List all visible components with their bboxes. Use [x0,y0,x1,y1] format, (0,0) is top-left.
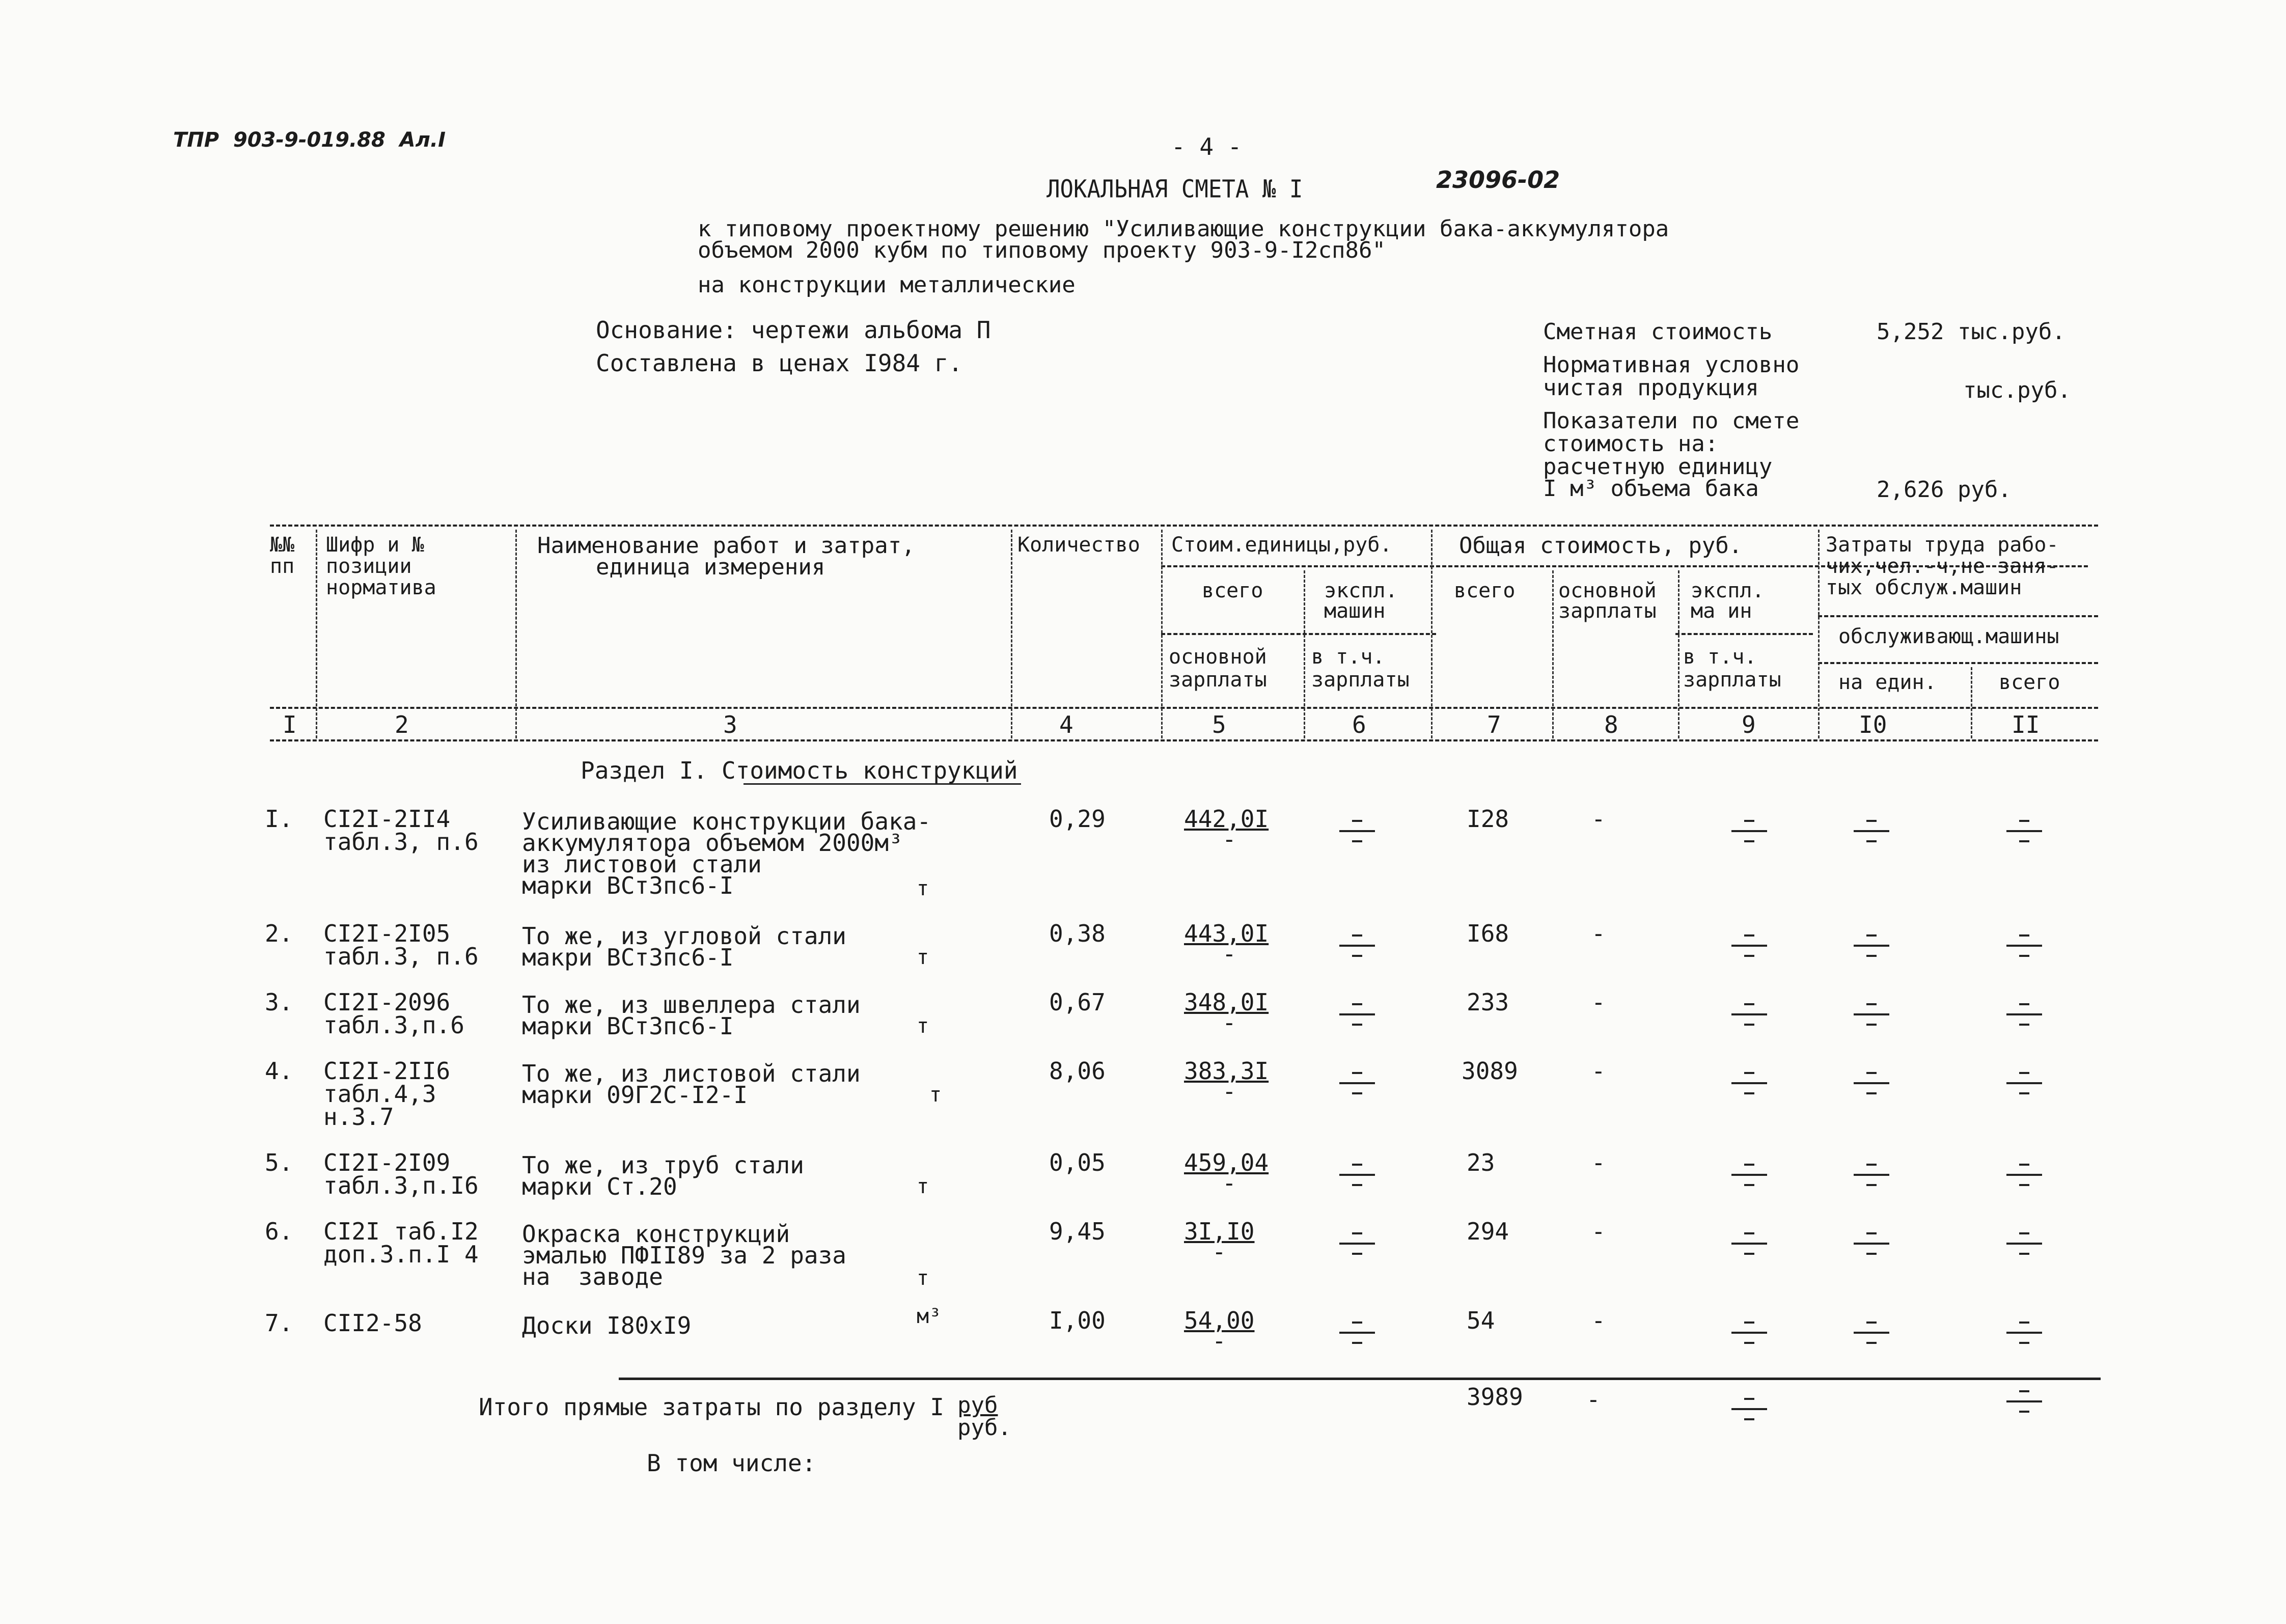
norm-value: тыс.руб. [1963,377,2071,403]
row-5-frac-9 [1731,1164,1767,1189]
col10-header: на един. [1838,671,1937,694]
col-sep [316,530,317,738]
row-7-unit: м³ [917,1305,942,1328]
colnum-2: 2 [395,711,409,738]
total-frac-11 [2006,1390,2042,1416]
row-2-code-2: табл.3, п.6 [323,943,479,970]
header-bottom-line [270,707,2098,709]
row-2-name-2: макри ВСт3пс6-I [522,944,734,971]
row-4-name-2: марки 09Г2С-I2-I [522,1081,748,1109]
col1-header-a: №№ [270,533,295,557]
row-7-frac-10 [1854,1322,1889,1347]
row-3-frac-9 [1731,1003,1767,1029]
indicator-label-1: Показатели по смете [1543,408,1800,434]
row-1-frac-6 [1339,820,1375,845]
col1-header-b: пп [270,555,295,578]
row-3-code-2: табл.3,п.6 [323,1011,464,1039]
colnum-8: 8 [1604,711,1618,738]
table-top-border [270,525,2098,527]
row-1-price: 442,0I [1184,805,1269,833]
row-1-name-3: из листовой стали [522,850,762,878]
col1011-header-b: чих,чел.-ч,не заня- [1826,555,2059,578]
row-7-price: 54,00 [1184,1307,1255,1334]
row-7-code-1: CII2-58 [323,1309,422,1337]
row-5-frac-6 [1339,1164,1375,1189]
col4-header: Количество [1017,533,1140,557]
col2-header-b: позиции [326,555,412,578]
row-3-name-2: марки ВСт3пс6-I [522,1012,734,1040]
row-6-total: 294 [1467,1218,1509,1245]
subtitle-line-1: к типовому проектному решению "Усиливающие конструкции бака-аккумулятора [698,216,1669,242]
row-2-frac-6 [1339,934,1375,960]
row-3-qty: 0,67 [1049,988,1106,1016]
col-sep [1818,530,1820,738]
basis-line-1: Основание: чертежи альбома П [596,316,991,344]
total-frac-9 [1731,1398,1767,1423]
row-5-qty: 0,05 [1049,1149,1106,1176]
row-3-dash: - [1591,988,1606,1016]
colnum-9: 9 [1742,711,1756,738]
row-3-frac-11 [2006,1003,2042,1029]
row-1-unit: т [917,877,929,900]
row-6-qty: 9,45 [1049,1218,1106,1245]
row-3-frac-10 [1854,1003,1889,1029]
row-6-frac-10 [1854,1232,1889,1258]
colnum-6: 6 [1352,711,1366,738]
row-2-total: I68 [1467,920,1509,947]
norm-label-1: Нормативная условно [1543,352,1800,378]
colnum-11: II [2012,711,2040,738]
row-6-dash: - [1591,1218,1606,1245]
row-3-no: 3. [265,988,293,1016]
row-4-frac-10 [1854,1072,1889,1097]
col8-header-b: зарплаты [1558,599,1657,623]
row-5-name-2: марки Ст.20 [522,1173,677,1200]
col-sep [1011,530,1012,738]
row-5-dash: - [1591,1149,1606,1176]
row-5-total: 23 [1467,1149,1495,1176]
row-4-frac-9 [1731,1072,1767,1097]
col1011-header-d: обслуживающ.машины [1838,625,2059,648]
row-2-price-sub: - [1222,940,1236,968]
row-3-price: 348,0I [1184,988,1269,1016]
colnum-3: 3 [723,711,737,738]
row-7-name-1: Доски I80xI9 [522,1312,692,1339]
subtitle-line-2: объемом 2000 кубм по типовому проекту 903-9-I2сп86" [698,237,1386,263]
row-1-no: I. [265,805,293,833]
indicator-label-3: расчетную единицу [1543,454,1773,480]
col1011-header-c: тых обслуж.машин [1826,576,2022,599]
row-7-no: 7. [265,1309,293,1337]
col6-header-a: экспл. [1324,579,1398,602]
total-value: 3989 [1467,1383,1523,1411]
row-5-name-1: То же, из труб стали [522,1151,804,1179]
row-2-frac-10 [1854,934,1889,960]
row-6-price-sub: - [1212,1238,1226,1265]
row-5-frac-10 [1854,1164,1889,1189]
col6-header-c: в т.ч. [1311,645,1385,669]
row-2-price: 443,0I [1184,920,1269,947]
col11-header: всего [1999,671,2060,694]
row-4-frac-11 [2006,1072,2042,1097]
col-sep [1161,530,1163,738]
row-1-frac-10 [1854,820,1889,845]
indicator-value: 2,626 руб. [1877,477,2012,503]
row-4-dash: - [1591,1057,1606,1085]
numbers-bottom-line [270,739,2098,741]
row-1-code-2: табл.3, п.6 [323,828,479,856]
indicator-label-4: I м³ объема бака [1543,476,1759,502]
row-7-qty: I,00 [1049,1307,1106,1334]
row-5-code-2: табл.3,п.I6 [323,1172,479,1199]
row-4-price: 383,3I [1184,1057,1269,1085]
row-6-frac-11 [2006,1232,2042,1258]
colnum-5: 5 [1212,711,1226,738]
including-label: В том числе: [647,1449,816,1477]
row-1-price-sub: - [1222,825,1236,853]
row-3-unit: т [917,1014,929,1038]
col8-header-a: основной [1558,579,1657,602]
col789-header: Общая стоимость, руб. [1459,533,1743,559]
row-3-frac-6 [1339,1003,1375,1029]
col56-header: Стоим.единицы,руб. [1171,533,1392,557]
row-6-code-1: CI2I таб.I2 [323,1218,479,1245]
row-6-name-1: Окраска конструкций [522,1220,790,1248]
col5-header-b: основной [1169,645,1267,669]
header-sub-line-2 [1161,633,1436,635]
row-4-code-2: табл.4,3 [323,1080,436,1108]
row-4-frac-6 [1339,1072,1375,1097]
document-code: 23096-02 [1436,166,1560,194]
cost-value: 5,252 тыс.руб. [1877,319,2065,345]
row-2-dash: - [1591,920,1606,947]
row-6-code-2: доп.3.п.I 4 [323,1241,479,1268]
total-dash: - [1586,1386,1601,1413]
colnum-10: I0 [1859,711,1887,738]
row-7-dash: - [1591,1307,1606,1334]
row-3-name-1: То же, из швеллера стали [522,991,861,1019]
row-4-qty: 8,06 [1049,1057,1106,1085]
page-number: - 4 - [1171,133,1242,160]
col5-header-a: всего [1202,579,1263,602]
row-4-code-3: н.3.7 [323,1103,394,1131]
row-3-price-sub: - [1222,1009,1236,1036]
row-7-total: 54 [1467,1307,1495,1334]
row-4-unit: т [929,1083,942,1107]
col-sep [1678,570,1679,738]
total-unit-top: руб [957,1392,998,1418]
row-6-frac-9 [1731,1232,1767,1258]
col3-header-b: единица измерения [596,554,825,580]
row-3-code-1: CI2I-2096 [323,988,451,1016]
section-title: Раздел I. Стоимость конструкций [581,757,1018,784]
row-7-frac-6 [1339,1322,1375,1347]
header-sub-line-3 [1675,633,1813,635]
row-7-price-sub: - [1212,1327,1226,1355]
row-1-code-1: CI2I-2II4 [323,805,451,833]
col2-header-c: норматива [326,576,436,599]
row-2-frac-11 [2006,934,2042,960]
col2-header-a: Шифр и № [326,533,424,557]
row-2-unit: т [917,946,929,969]
section-title-underline [743,783,1021,785]
row-6-name-2: эмалью ПФII89 за 2 раза [522,1242,846,1269]
row-7-frac-11 [2006,1322,2042,1347]
row-5-frac-11 [2006,1164,2042,1189]
col9-header-d: зарплаты [1683,668,1781,692]
row-4-code-1: CI2I-2II6 [323,1057,451,1085]
col9-header-c: в т.ч. [1683,645,1757,669]
subtitle-line-3: на конструкции металлические [698,272,1076,298]
row-5-no: 5. [265,1149,293,1176]
row-4-price-sub: - [1222,1078,1236,1105]
col5-header-c: зарплаты [1169,668,1267,692]
cost-label: Сметная стоимость [1543,319,1773,345]
total-label: Итого прямые затраты по разделу I [479,1393,944,1421]
norm-label-2: чистая продукция [1543,375,1759,401]
col-sep [1431,530,1433,738]
row-2-frac-9 [1731,934,1767,960]
row-2-no: 2. [265,920,293,947]
row-7-frac-9 [1731,1322,1767,1347]
row-6-unit: т [917,1267,929,1290]
header-sub-line-4 [1818,615,2098,617]
row-1-name-4: марки ВСт3пс6-I [522,872,734,899]
header-sub-line-5 [1818,662,2098,664]
row-1-frac-11 [2006,820,2042,845]
basis-line-2: Составлена в ценах I984 г. [596,349,963,377]
colnum-7: 7 [1487,711,1501,738]
row-1-name-1: Усиливающие конструкции бака- [522,808,931,835]
totals-separator [619,1378,2101,1380]
row-1-qty: 0,29 [1049,805,1106,833]
row-2-code-1: CI2I-2I05 [323,920,451,947]
row-4-name-1: То же, из листовой стали [522,1060,861,1087]
row-1-total: I28 [1467,805,1509,833]
col6-header-d: зарплаты [1311,668,1410,692]
col3-header-a: Наименование работ и затрат, [537,533,915,559]
row-2-name-1: То же, из угловой стали [522,922,846,950]
indicator-label-2: стоимость на: [1543,431,1719,457]
col9-header-b: ма ин [1691,599,1752,623]
row-5-code-1: CI2I-2I09 [323,1149,451,1176]
row-1-dash: - [1591,805,1606,833]
colnum-1: I [283,711,297,738]
row-4-no: 4. [265,1057,293,1085]
row-1-name-2: аккумулятора объемом 2000м³ [522,829,903,857]
col-sep [1304,570,1305,738]
row-5-price-sub: - [1222,1169,1236,1197]
row-2-qty: 0,38 [1049,920,1106,947]
col1011-header-a: Затраты труда рабо- [1826,533,2059,557]
col-sep [1971,667,1972,738]
col6-header-b: машин [1324,599,1386,623]
col7-header: всего [1454,579,1516,602]
colnum-4: 4 [1059,711,1073,738]
col-sep [515,530,517,738]
row-5-price: 459,04 [1184,1149,1269,1176]
col-sep [1552,570,1554,738]
row-6-name-3: на заводе [522,1263,663,1290]
col9-header-a: экспл. [1691,579,1765,602]
page-title: ЛОКАЛЬНАЯ СМЕТА № I [1046,175,1303,204]
row-3-total: 233 [1467,988,1509,1016]
row-5-unit: т [917,1175,929,1198]
document-stamp: ТПР 903-9-019.88 Ал.I [173,128,446,152]
row-4-total: 3089 [1462,1057,1518,1085]
row-1-frac-9 [1731,820,1767,845]
row-6-no: 6. [265,1218,293,1245]
row-6-price: 3I,I0 [1184,1218,1255,1245]
total-unit-bottom: руб. [957,1415,1011,1441]
row-6-frac-6 [1339,1232,1375,1258]
